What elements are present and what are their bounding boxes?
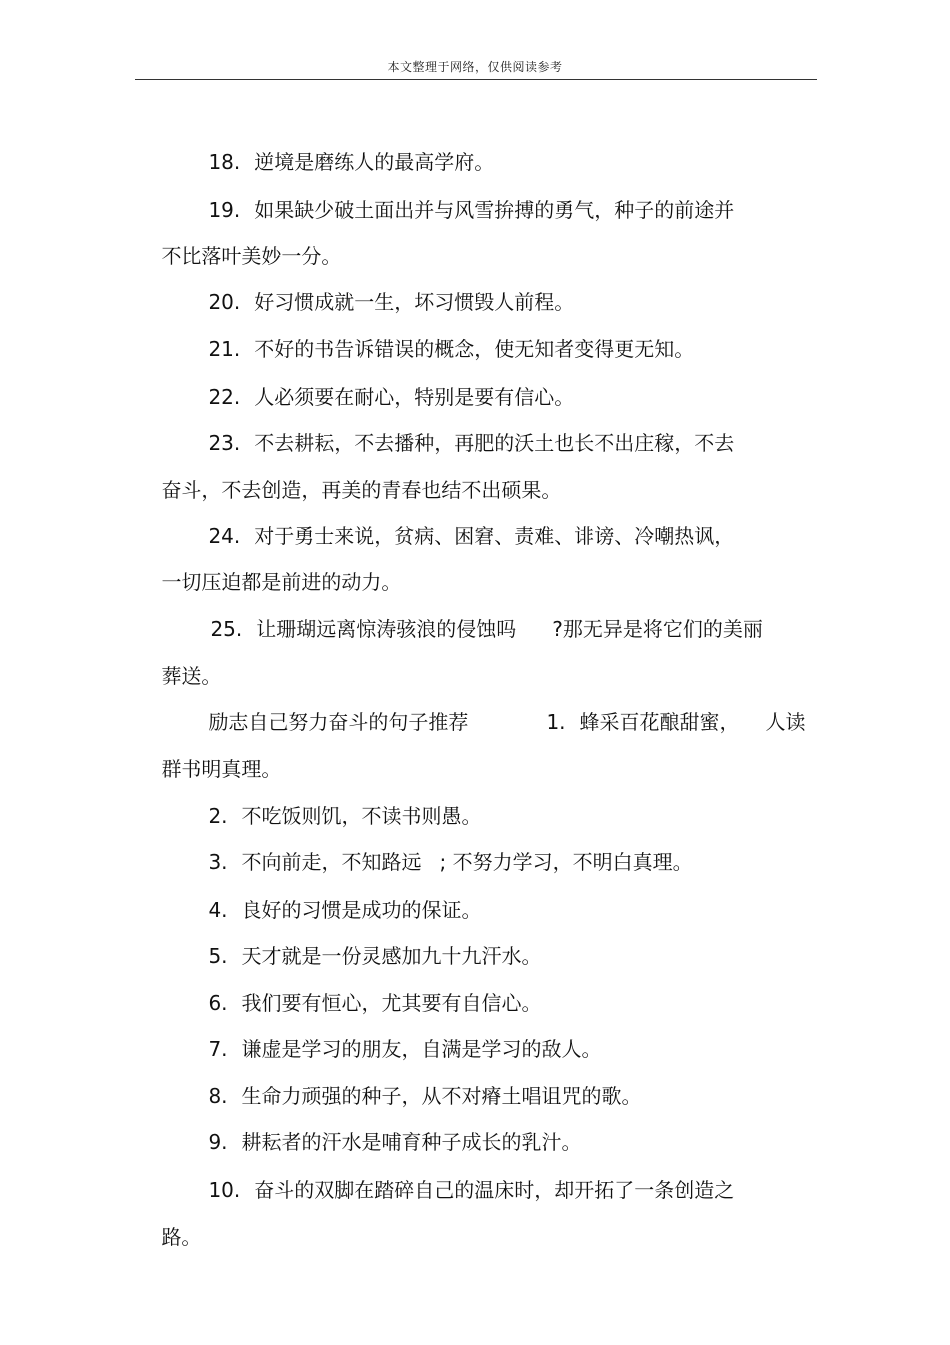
list-item [183, 771, 482, 828]
continuation-line [136, 631, 222, 688]
list-item [183, 911, 542, 968]
item-text: 奋斗的双脚在踏碎自己的温床时，却开拓了一条创造之 [254, 1178, 735, 1202]
item-text: 不向前走，不知路远 [241, 850, 422, 874]
item-text: 我们要有恒心，尤其要有自信心。 [241, 991, 542, 1015]
item-text: 不去耕耘，不去播种，再肥的沃土也长不出庄稼，不去 [254, 431, 735, 455]
item-text: 葬送。 [161, 664, 222, 688]
item-number: 3. [208, 850, 228, 874]
item-number: 23. [208, 431, 241, 455]
item-text: 人必须要在耐心，特别是要有信心。 [254, 385, 575, 409]
item-text: 如果缺少破土面出并与风雪拚搏的勇气，种子的前途并 [254, 198, 735, 222]
item-text: 不吃饭则饥，不读书则愚。 [241, 804, 482, 828]
item-text: 奋斗，不去创造，再美的青春也结不出硕果。 [161, 478, 562, 502]
item-text: 生命力顽强的种子，从不对瘠土唱诅咒的歌。 [241, 1084, 642, 1108]
list-item [183, 117, 495, 174]
item-number: 18. [208, 150, 241, 174]
item-text: 对于勇士来说，贫病、困窘、责难、诽谤、冷嘲热讽， [254, 524, 735, 548]
continuation-line [136, 1192, 202, 1249]
item-number: 10. [208, 1178, 241, 1202]
list-item [183, 817, 693, 874]
item-text: 良好的习惯是成功的保证。 [241, 898, 482, 922]
item-number: 9. [208, 1130, 228, 1154]
list-item [183, 1145, 735, 1202]
item-text-continued: ; 不努力学习，不明白真理。 [439, 850, 693, 874]
list-item [183, 958, 542, 1015]
item-number: 20. [208, 290, 241, 314]
item-text: 让珊瑚远离惊涛骇浪的侵蚀吗 [256, 617, 517, 641]
list-item [183, 398, 735, 455]
item-number: 19. [208, 198, 241, 222]
section-heading: 励志自己努力奋斗的句子推荐 [208, 710, 469, 734]
item-text: 不好的书告诉错误的概念，使无知者变得更无知。 [254, 337, 695, 361]
list-item [183, 491, 735, 548]
item-number: 4. [208, 898, 228, 922]
page-header: 本文整理于网络，仅供阅读参考 [387, 60, 563, 74]
list-item [183, 1097, 582, 1154]
continuation-line [136, 445, 562, 502]
item-text: 群书明真理。 [161, 757, 282, 781]
item-number: 1. [546, 710, 566, 734]
list-item [183, 304, 695, 361]
list-item [183, 1004, 602, 1061]
list-item [183, 1051, 642, 1108]
item-text: 耕耘者的汗水是哺育种子成长的乳汁。 [241, 1130, 582, 1154]
item-number: 24. [208, 524, 241, 548]
list-item [185, 584, 763, 641]
item-text: 谦虚是学习的朋友，自满是学习的敌人。 [241, 1037, 602, 1061]
item-text: 蜂采百花酿甜蜜， [579, 710, 740, 734]
item-number: 7. [208, 1037, 228, 1061]
header-divider [135, 79, 817, 80]
list-item [183, 352, 575, 409]
section-heading-line [183, 677, 806, 734]
item-text-continued: 人读 [765, 710, 806, 734]
continuation-line [136, 537, 402, 594]
item-text: 天才就是一份灵感加九十九汗水。 [241, 944, 542, 968]
item-number: 6. [208, 991, 228, 1015]
list-item [183, 257, 575, 314]
continuation-line [136, 724, 282, 781]
item-number: 2. [208, 804, 228, 828]
item-number: 5. [208, 944, 228, 968]
item-number: 25. [210, 617, 243, 641]
item-text: 一切压迫都是前进的动力。 [161, 570, 402, 594]
item-number: 8. [208, 1084, 228, 1108]
item-text: 逆境是磨练人的最高学府。 [254, 150, 495, 174]
continuation-line [136, 211, 342, 268]
item-text-continued: ?那无异是将它们的美丽 [552, 617, 763, 641]
item-text: 不比落叶美妙一分。 [161, 244, 342, 268]
list-item [183, 165, 735, 222]
item-number: 21. [208, 337, 241, 361]
item-text: 路。 [161, 1225, 202, 1249]
list-item [183, 865, 482, 922]
item-number: 22. [208, 385, 241, 409]
item-text: 好习惯成就一生，坏习惯毁人前程。 [254, 290, 575, 314]
